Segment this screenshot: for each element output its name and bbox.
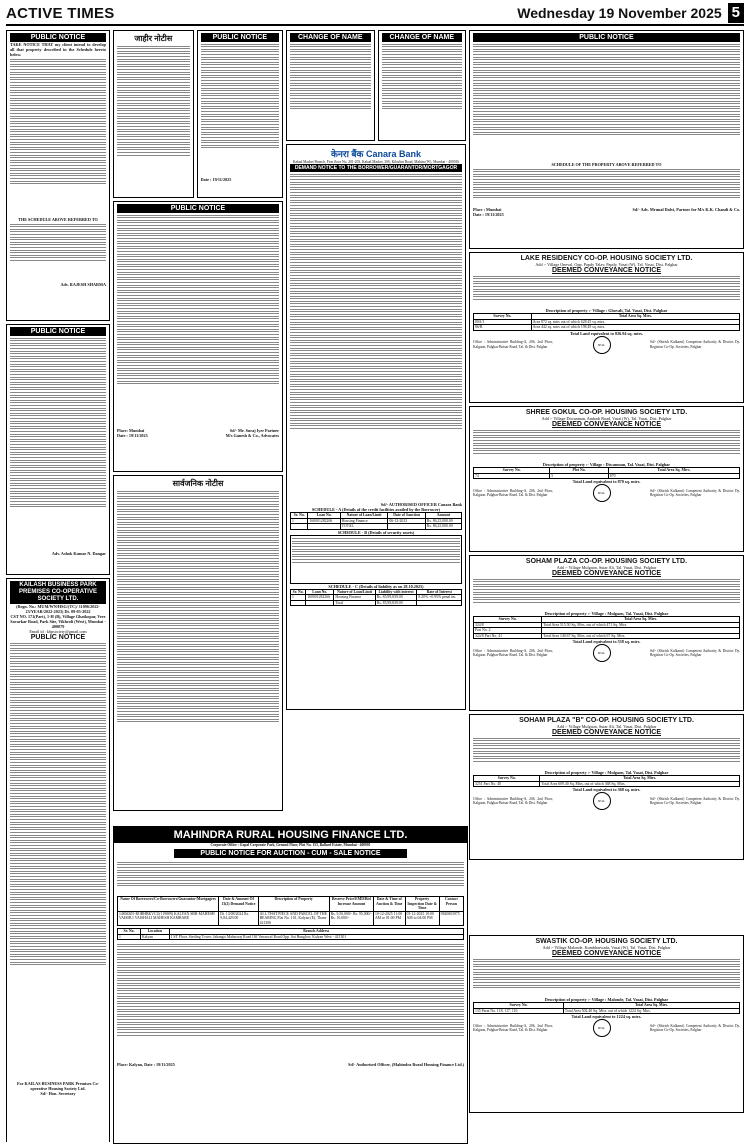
notice-body-text <box>10 641 106 1081</box>
table-row: Total Rs. 85,99,839.00 <box>291 600 462 606</box>
notice-header: CHANGE OF NAME <box>290 33 371 42</box>
society-name: SHREE GOKUL CO-OP. HOUSING SOCIETY LTD. <box>525 409 688 416</box>
notice-header: PUBLIC NOTICE <box>201 33 279 42</box>
table-header-row: Name Of Borrowers/Co-Borrowers/Guarantor/Mortgagers Date & Amount Of 13(2) Demand Notice Description of Property Reserve Price/EMD/Bid Increase Amount Date & Time of Auction & Time Property Inspection Date & Time Contact Person <box>118 897 464 912</box>
seal-stamp: SEAL <box>593 484 611 502</box>
column-1 <box>6 30 110 1142</box>
notice-header: CHANGE OF NAME <box>382 33 463 42</box>
public-notice-main <box>113 201 283 472</box>
table-header-row: Sr. No. Loan No. Nature of Loan/Limit Date of Sanction Amount <box>291 513 462 519</box>
public-notice-2 <box>6 324 110 575</box>
public-notice-small <box>197 30 283 198</box>
table-row: 1 Kalyan 1 ST Floor, Sterling Tower, Jahangir Maharwaj Road Off Vanarwal Road Opp. Sai Bunglow, Kalyan West - 421301 <box>118 934 464 940</box>
notice-header: PUBLIC NOTICE <box>473 33 740 42</box>
notice-lead: TAKE NOTICE THAT my client intend to develop all that property described in the Schedule hereto below. <box>10 42 106 57</box>
demand-notice-title: DEMAND NOTICE TO THE BORROWER/GUARANTOR/MORTGAGOR <box>290 164 462 172</box>
notice-place: Place: Mumbai <box>117 428 145 433</box>
table-row: 3251 Part No. 40 Total Area 609.40 Sq. Mtrs. out of which 368 Sq. Mtrs. <box>474 781 740 787</box>
mrhfl-auction-notice <box>113 826 468 1144</box>
table-row: 80A/1 Area 872 sq. mtrs out of which 628.45 sq. mtrs. <box>474 319 740 325</box>
notice-date: Date : 19/11/2025 <box>200 177 232 182</box>
survey-table: Survey No. Total Area Sq. Mtrs. 135 Parat No. 118, 117, 116 Total Area 502.40 Sq. Mtrs. out of which 1224 Sq. Mtrs. <box>473 1002 740 1014</box>
notice-signer: Sd/- Adv. Mrunal Dalvi, Partner for M/s K.K. Chandi & Co. <box>632 207 740 212</box>
table-header-row: Sr. No. Loan No. Nature of Loan/Limit Liability with interest Rate of Interest <box>291 589 462 595</box>
society-name: KAILASH BUSINESS PARK PREMISES CO-OPERATIVE SOCIETY LTD. <box>10 581 106 604</box>
society-notice-shree-gokul: SHREE GOKUL CO-OP. HOUSING SOCIETY LTD. Add :- Village Diwanman, Ambadi Road, Vasai (W), Tal. Vasai, Dist. Palghar DEEMED CONVEYANCE NOTICE Description of property :- Village : Diwanman, Tal. Vasai, Dist. Palghar Survey No. Plot No. Total Area Sq. Mtrs. 74 5 870 Total Land equivalent to 870 sq. mtrs. Office : Administrative Building-A, 206, 2nd Floor, Kalgaon, Palghar-Boisar Road, Tal. & Dist. Palghar SEAL Sd/- (Shirish Kulkarni) Competent Authority & District Dy. Registrar Co-Op. Societies, Palghar <box>469 406 744 552</box>
issue-date: Wednesday 19 November 2025 <box>517 5 722 21</box>
change-of-name-2 <box>378 30 467 141</box>
column-2 <box>113 30 283 820</box>
notice-body-text <box>290 172 462 502</box>
change-of-name-1 <box>286 30 375 141</box>
society-name: LAKE RESIDENCY CO-OP. HOUSING SOCIETY LTD. <box>520 255 693 262</box>
mrhfl-signer: Sd/- Authorised Officer, (Mahindra Rural Housing Finance Ltd.) <box>348 1062 464 1068</box>
canara-bank-notice <box>286 144 466 710</box>
table-row: 324/8 Part No. 41 Total Area 140.67 Sq. Mtrs. out of which 67 Sq. Mtrs. <box>474 633 740 639</box>
canara-bank-logo: केनरा बैंक Canara Bank <box>331 149 421 159</box>
society-notice-soham-plaza-b: SOHAM PLAZA "B" CO-OP. HOUSING SOCIETY LTD. Add :- Village Mulgaon, Sutar Ali, Tal. Vasai, Dist. Palghar DEEMED CONVEYANCE NOTICE Description of property :- Village : Mulgaon, Tal. Vasai, Dist. Palghar Survey No. Total Area Sq. Mtrs. 3251 Part No. 40 Total Area 609.40 Sq. Mtrs. out of which 368 Sq. Mtrs. Total Land equivalent to 368 sq. mtrs. Office : Administrative Building-A, 206, 2nd Floor, Kalgaon, Palghar-Boisar Road, Tal. & Dist. Palghar SEAL Sd/- (Shirish Kulkarni) Competent Authority & District Dy. Registrar Co-Op. Societies, Palghar <box>469 714 744 860</box>
newspaper-title: ACTIVE TIMES <box>6 4 115 22</box>
schedule-a-table <box>290 512 462 530</box>
bank-signer: Sd/- AUTHORISED OFFICER Canara Bank <box>380 502 462 508</box>
notice-body-text <box>117 213 279 428</box>
society-notice-swastik: SWASTIK CO-OP. HOUSING SOCIETY LTD. Add :- Village Malonde, Kumbharwada, Vasai (W), Tal. Vasai, Dist. Palghar DEEMED CONVEYANCE NOTICE Description of property :- Village : Malonde, Tal. Vasai, Dist. Palghar Survey No. Total Area Sq. Mtrs. 135 Parat No. 118, 117, 116 Total Area 502.40 Sq. Mtrs. out of which 1224 Sq. Mtrs. Total Land equivalent to 1224 sq. mtrs. Office : Administrative Building-A, 206, 2nd Floor, Kalgaon, Palghar-Boisar Road, Tal. & Dist. Palghar SEAL Sd/- (Shirish Kulkarni) Competent Authority & District Dy. Registrar Co-Op. Societies, Palghar <box>469 935 744 1113</box>
column-3 <box>286 30 466 820</box>
schedule-a-title: SCHEDULE - A (Details of the credit facilities availed by the Borrower) <box>311 507 441 513</box>
survey-table: Survey No. Total Area Sq. Mtrs. 3251 Part No. 40 Total Area 609.40 Sq. Mtrs. out of which 368 Sq. Mtrs. <box>473 775 740 787</box>
schedule-b-title: SCHEDULE - B (Details of security assets) <box>337 529 415 535</box>
society-name: SWASTIK CO-OP. HOUSING SOCIETY LTD. <box>535 938 678 945</box>
society-signer: For KAILAS BUSINESS PARK Premises Co-operative Housing Society Ltd. <box>16 1081 99 1091</box>
table-row: 74 5 870 <box>474 473 740 479</box>
public-notice-1 <box>6 30 110 321</box>
table-row: 324/8 Total Area 515.50 Sq. Mtrs. out of which 471 Sq. Mtrs. <box>474 622 740 628</box>
notice-body-text <box>10 336 106 551</box>
notice-firm: M/s Ganesh & Co., Advocates <box>225 433 279 438</box>
schedule-heading: THE SCHEDULE ABOVE REFERRED TO <box>18 217 98 222</box>
seal-stamp: SEAL <box>593 1019 611 1037</box>
survey-table: Survey No. Total Area Sq. Mtrs. 324/8 Total Area 515.50 Sq. Mtrs. out of which 471 Sq. Mtrs. Part No. 2 324/8 Part No. 41 Total Area 140.67 Sq. Mtrs. out of which 67 Sq. Mtrs. <box>473 616 740 639</box>
society-name: SOHAM PLAZA CO-OP. HOUSING SOCIETY LTD. <box>525 558 688 565</box>
branch-table: Sr. No. Location Branch Address 1 Kalyan 1 ST Floor, Sterling Tower, Jahangir Maharwaj Road Off Vanarwal Road Opp. Sai Bunglow, Kalyan West - 421301 <box>117 928 464 940</box>
society-notice-soham-plaza: SOHAM PLAZA CO-OP. HOUSING SOCIETY LTD. Add :- Village Mulgaon, Sutar Ali, Tal. Vasai, Dist. Palghar DEEMED CONVEYANCE NOTICE Description of property :- Village : Mulgaon, Tal. Vasai, Dist. Palghar Survey No. Total Area Sq. Mtrs. 324/8 Total Area 515.50 Sq. Mtrs. out of which 471 Sq. Mtrs. Part No. 2 324/8 Part No. 41 Total Area 140.67 Sq. Mtrs. out of which 67 Sq. Mtrs. Total Land equivalent to 538 sq. mtrs. Office : Administrative Building-A, 206, 2nd Floor, Kalgaon, Palghar-Boisar Road, Tal. & Dist. Palghar SEAL Sd/- (Shirish Kulkarni) Competent Authority & District Dy. Registrar Co-Op. Societies, Palghar <box>469 555 744 711</box>
table-row: 135 Parat No. 118, 117, 116 Total Area 502.40 Sq. Mtrs. out of which 1224 Sq. Mtrs. <box>474 1008 740 1014</box>
society-address: CST NO. 171(Part), 1-H (B), Village Ghatkopar, Veer Savarkar Road, Park Site, Vikhroli (West), Mumbai - 400079 <box>10 614 106 629</box>
table-row: Part No. 2 <box>474 628 740 634</box>
society-name: SOHAM PLAZA "B" CO-OP. HOUSING SOCIETY LTD. <box>519 717 694 724</box>
notice-signer: Adv. Ashok Kumar N. Dangar <box>51 551 106 556</box>
notice-body-text <box>10 57 106 217</box>
hindi-notice <box>113 30 194 198</box>
mrhfl-title: MAHINDRA RURAL HOUSING FINANCE LTD. <box>114 827 467 843</box>
survey-table: Survey No. Plot No. Total Area Sq. Mtrs. 74 5 870 <box>473 467 740 479</box>
society-secretary: Sd/- Hon. Secretary <box>40 1091 76 1096</box>
notice-header: सार्वजनिक नोटीस <box>172 479 224 488</box>
auction-subtitle: PUBLIC NOTICE FOR AUCTION - CUM - SALE NOTICE <box>174 849 407 858</box>
society-reg: (Regn. No.: MUM/WN/HSG/(TC)/ 11096/2022-23/YEAR/2022-2023) Dt. 09-05-2022 <box>16 604 100 614</box>
notice-header: PUBLIC NOTICE <box>10 327 106 336</box>
bank-branch: Kakad Market Branch, First floor No. 201-203, Kakad Market, 306, Kilaslini Road, Mahim (W), Mumbai - 400016 <box>292 160 460 164</box>
page-number: 5 <box>728 3 744 23</box>
table-row: 1 160001282266 Housing Finance 06-12-2023 Rs. 86,25,000.00 <box>291 518 462 524</box>
auction-table <box>117 896 464 926</box>
notice-signer: Adv. RAJESH SHARMA <box>60 282 106 287</box>
hindi-notice-bottom <box>113 475 283 811</box>
mrhfl-corp-address: Corporate Office : Gopal Corporate Park, Ground Floor, Plot No. 153, Ballard Estate, Mumbai - 400001 <box>210 843 371 847</box>
table-row: 1 160001282266 Housing Finance Rs. 85,99,839.00 8.20% +0.95% penal int. <box>291 595 462 601</box>
notice-body-text <box>473 42 740 162</box>
schedule-c-table <box>290 589 462 607</box>
notice-header: जाहीर नोटीस <box>134 34 173 43</box>
notice-signer: Sd/- Mr. Suraj Iyer Partner <box>229 428 279 433</box>
seal-stamp: SEAL <box>593 792 611 810</box>
table-row: 14804305-ROBHBKVCU(119889) KALYAN SBR-MAHESH VAISHU/ VAISHALI MAHESH KAMBARE Dt. 13/08/2024 Rs. 9,84,429.00 ALL THAT PIECE AND PARCEL OF THE BEARING Flat No. 101, Kalyan (E), Thane 421306 Rs. 9,50,000/- Rs. 95,000/- Rs. 10,000/- 10-12-2025 11:00 AM to 01:00 PM 03-12-2025 10:00 AM to 04:00 PM 9820003975 <box>118 911 464 926</box>
schedule-c-title: SCHEDULE - C (Details of liability as on 28.10.2025) <box>328 583 424 589</box>
notice-date: Date : 19/11/2025 <box>117 433 148 438</box>
schedule-heading: SCHEDULE OF THE PROPERTY ABOVE REFERRED TO <box>551 162 662 167</box>
notice-header: PUBLIC NOTICE <box>10 33 106 42</box>
masthead <box>6 2 744 26</box>
mrhfl-place-date: Place: Kalyan, Date : 19/11/2025 <box>117 1062 175 1068</box>
table-row: TOTAL Rs. 86,25,000.00 <box>291 524 462 530</box>
seal-stamp: SEAL <box>593 336 611 354</box>
kailash-society-notice <box>6 578 110 1142</box>
notice-subheader: PUBLIC NOTICE <box>30 634 86 641</box>
society-notice-lake-residency: LAKE RESIDENCY CO-OP. HOUSING SOCIETY LTD. Add :- Village Oneval, Opp. Papdy Talav, Papdy, Vasai (W), Tal. Vasai, Dist. Palghar DEEMED CONVEYANCE NOTICE Description of property :- Village : Ghovali, Tal. Vasai, Dist. Palghar Survey No. Total Area Sq. Mtrs. 80A/1 Area 872 sq. mtrs out of which 628.45 sq. mtrs. 86/B Area 442 sq. mtrs out of which 198.49 sq. mtrs. Total Land equivalent to 826.94 sq. mtrs. Office : Administrative Building-A, 206, 2nd Floor, Kalgaon, Palghar-Boisar Road, Tal. & Dist. Palghar SEAL Sd/- (Shirish Kulkarni) Competent Authority & District Dy. Registrar Co-Op. Societies, Palghar <box>469 252 744 403</box>
table-row: 86/B Area 442 sq. mtrs out of which 198.49 sq. mtrs. <box>474 325 740 331</box>
public-notice-right: PUBLIC NOTICE SCHEDULE OF THE PROPERTY ABOVE REFERRED TO Place : Mumbai Date : 19/11/2025 Sd/- Adv. Mrunal Dalvi, Partner for M/s K.K. Chandi & Co. <box>469 30 744 249</box>
society-email: Email id : kbpsociety@gmail.com <box>29 629 87 634</box>
column-4 <box>469 30 744 1142</box>
survey-table: Survey No. Total Area Sq. Mtrs. 80A/1 Area 872 sq. mtrs out of which 628.45 sq. mtrs. 86/B Area 442 sq. mtrs out of which 198.49 sq. mtrs. <box>473 313 740 331</box>
notice-header: PUBLIC NOTICE <box>117 204 279 213</box>
seal-stamp: SEAL <box>593 644 611 662</box>
